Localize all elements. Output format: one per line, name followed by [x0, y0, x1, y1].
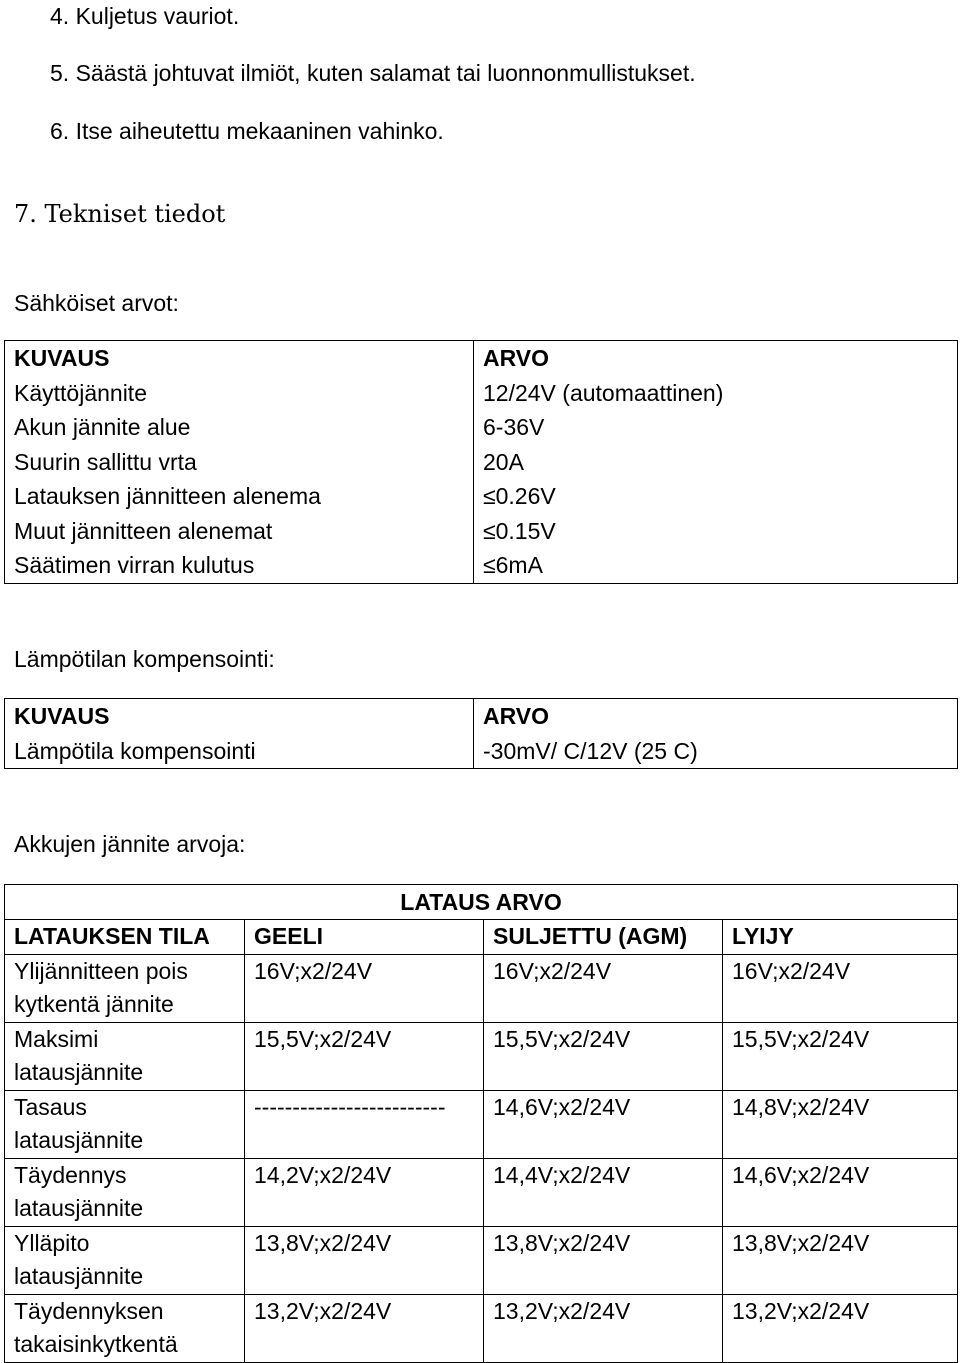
- electrical-value-4: ≤0.26V: [483, 483, 556, 509]
- electrical-title: Sähköiset arvot:: [14, 290, 179, 316]
- charge-state-cell: Täydennys latausjännite: [5, 1158, 245, 1226]
- lead-cell: 13,2V;x2/24V: [723, 1294, 958, 1362]
- table-row: [5, 954, 958, 1022]
- temperature-col-desc: KUVAUS: [14, 703, 110, 729]
- header-gel: GEELI: [245, 920, 484, 955]
- electrical-desc-1: Käyttöjännite: [14, 379, 147, 406]
- table-row: [5, 1022, 958, 1090]
- header-charge-state: LATAUKSEN TILA: [5, 920, 245, 955]
- gel-cell: 14,2V;x2/24V: [245, 1158, 484, 1226]
- electrical-value-3: 20A: [483, 448, 524, 475]
- temperature-value-column: [474, 699, 958, 769]
- gel-cell: -------------------------: [245, 1090, 484, 1158]
- header-lead: LYIJY: [723, 920, 958, 955]
- agm-cell: 14,4V;x2/24V: [484, 1158, 723, 1226]
- temperature-col-value: ARVO: [483, 703, 550, 729]
- electrical-value-6: ≤6mA: [483, 552, 543, 578]
- gel-cell: 15,5V;x2/24V: [245, 1022, 484, 1090]
- gel-cell: 16V;x2/24V: [245, 954, 484, 1022]
- agm-cell: 14,6V;x2/24V: [484, 1090, 723, 1158]
- temperature-title: Lämpötilan kompensointi:: [14, 646, 275, 672]
- list-item-4: 4. Kuljetus vauriot.: [50, 3, 240, 29]
- electrical-desc-column: [5, 341, 474, 584]
- electrical-value-1: 12/24V (automaattinen): [483, 379, 724, 406]
- temperature-desc-column: [5, 699, 474, 769]
- agm-cell: 15,5V;x2/24V: [484, 1022, 723, 1090]
- electrical-desc-2: Akun jännite alue: [14, 414, 191, 440]
- battery-group-header: LATAUS ARVO: [5, 885, 958, 920]
- electrical-desc-4: Latauksen jännitteen alenema: [14, 483, 321, 509]
- lead-cell: 14,8V;x2/24V: [723, 1090, 958, 1158]
- electrical-table: [4, 340, 958, 584]
- battery-table: [4, 884, 958, 1363]
- charge-state-cell: Tasaus latausjännite: [5, 1090, 245, 1158]
- gel-cell: 13,2V;x2/24V: [245, 1294, 484, 1362]
- agm-cell: 16V;x2/24V: [484, 954, 723, 1022]
- header-agm: SULJETTU (AGM): [484, 920, 723, 955]
- list-item-6: 6. Itse aiheutettu mekaaninen vahinko.: [50, 118, 444, 144]
- lead-cell: 16V;x2/24V: [723, 954, 958, 1022]
- electrical-desc-5: Muut jännitteen alenemat: [14, 517, 273, 544]
- charge-state-cell: Ylijännitteen pois kytkentä jännite: [5, 954, 245, 1022]
- temperature-desc: Lämpötila kompensointi: [14, 737, 256, 764]
- temperature-value: -30mV/ C/12V (25 C): [483, 737, 698, 764]
- lead-cell: 13,8V;x2/24V: [723, 1226, 958, 1294]
- section-heading: 7. Tekniset tiedot: [14, 200, 226, 228]
- charge-state-cell: Maksimi latausjännite: [5, 1022, 245, 1090]
- electrical-col-value: ARVO: [483, 345, 550, 371]
- table-row: [5, 1158, 958, 1226]
- temperature-table: [4, 698, 958, 769]
- electrical-value-5: ≤0.15V: [483, 517, 556, 544]
- electrical-value-column: [474, 341, 958, 584]
- agm-cell: 13,2V;x2/24V: [484, 1294, 723, 1362]
- electrical-desc-6: Säätimen virran kulutus: [14, 552, 255, 578]
- charge-state-cell: Täydennyksen takaisinkytkentä: [5, 1294, 245, 1362]
- charge-state-cell: Ylläpito latausjännite: [5, 1226, 245, 1294]
- table-row: [5, 1090, 958, 1158]
- electrical-col-desc: KUVAUS: [14, 345, 110, 371]
- table-row: [5, 1226, 958, 1294]
- lead-cell: 15,5V;x2/24V: [723, 1022, 958, 1090]
- agm-cell: 13,8V;x2/24V: [484, 1226, 723, 1294]
- electrical-value-2: 6-36V: [483, 414, 545, 440]
- electrical-desc-3: Suurin sallittu vrta: [14, 448, 197, 475]
- list-item-5: 5. Säästä johtuvat ilmiöt, kuten salamat tai luonnonmullistukset.: [50, 60, 696, 86]
- battery-title: Akkujen jännite arvoja:: [14, 831, 246, 857]
- lead-cell: 14,6V;x2/24V: [723, 1158, 958, 1226]
- table-row: [5, 1294, 958, 1362]
- gel-cell: 13,8V;x2/24V: [245, 1226, 484, 1294]
